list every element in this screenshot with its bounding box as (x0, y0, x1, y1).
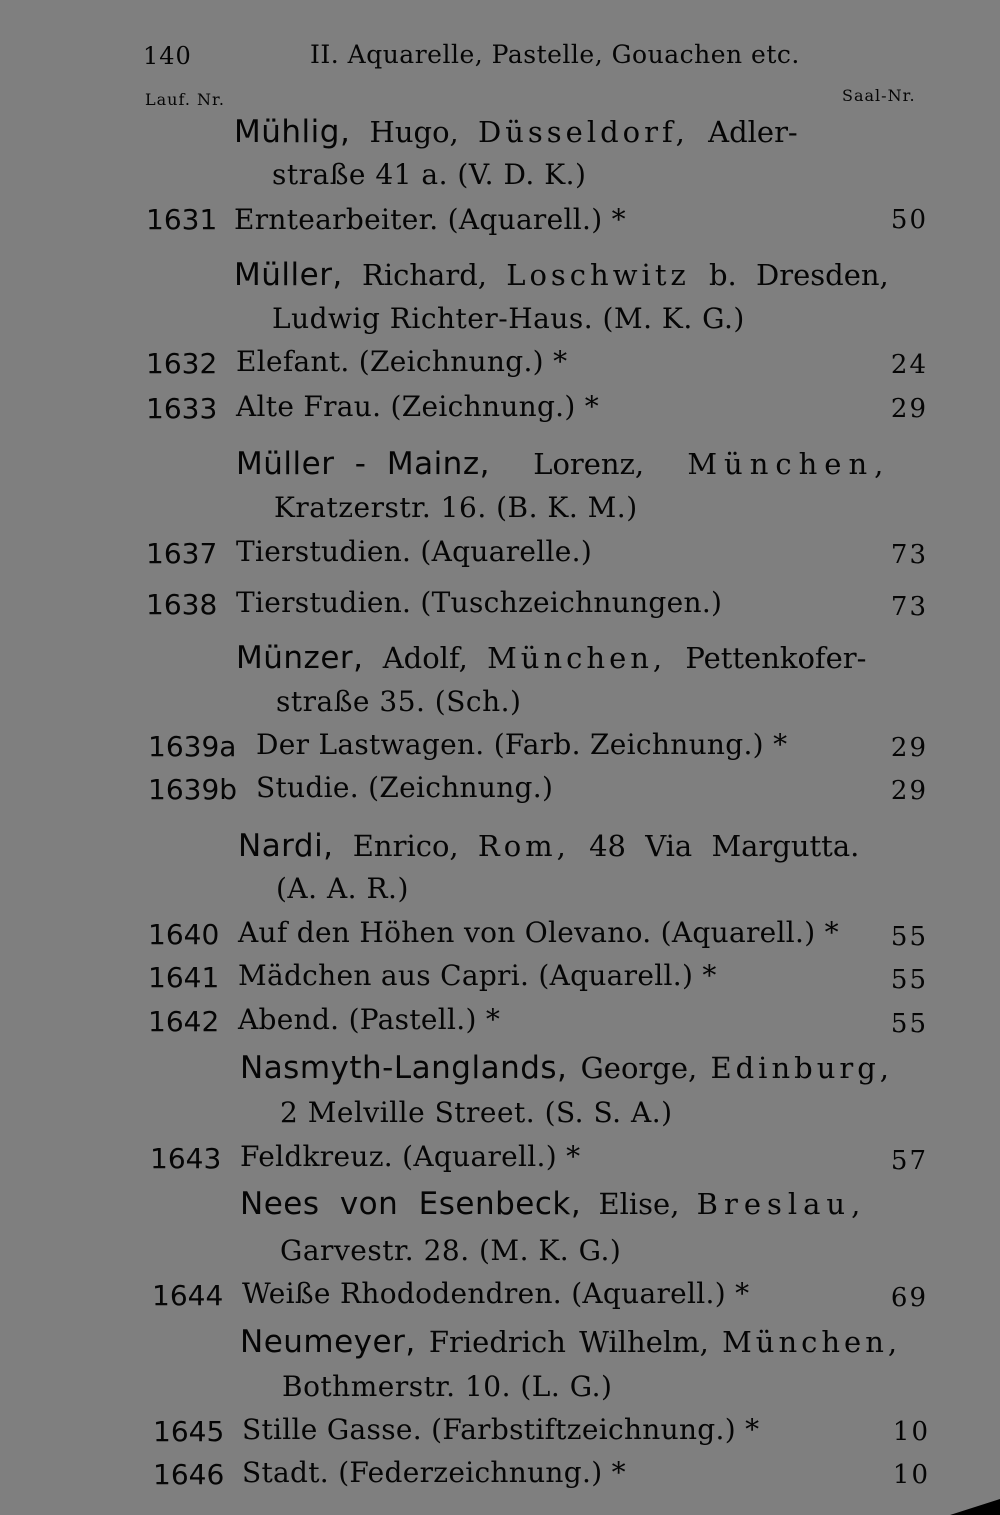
saal-number: 50 (890, 205, 928, 235)
artist-heading (236, 446, 890, 482)
work-number: 1643 (150, 1142, 222, 1175)
artist-first-name: George, (580, 1051, 698, 1085)
work-number: 1639a (148, 730, 237, 763)
artist-name: Nees von Esenbeck, (240, 1186, 582, 1222)
artist-address: 2 Melville Street. (S. S. A.) (280, 1096, 673, 1129)
artist-city: Breslau, (696, 1187, 867, 1221)
work-number: 1632 (146, 347, 218, 380)
artist-address: Ludwig Richter-Haus. (M. K. G.) (272, 302, 745, 335)
artist-street: Pettenkofer- (685, 641, 867, 675)
artist-heading (234, 257, 889, 293)
artist-name: Nardi, (238, 828, 334, 864)
artist-name: Münzer, (236, 640, 364, 676)
artist-heading (240, 1050, 893, 1086)
artist-heading (234, 114, 798, 150)
page-number: 140 (143, 42, 192, 70)
artist-heading (240, 1186, 866, 1222)
artist-address: (A. A. R.) (276, 872, 409, 905)
saal-number: 10 (892, 1417, 930, 1447)
work-number: 1639b (148, 773, 238, 806)
saal-number: 57 (890, 1146, 928, 1176)
work-title: Erntearbeiter. (Aquarell.) * (234, 203, 626, 236)
artist-address: Kratzerstr. 16. (B. K. M.) (274, 491, 638, 524)
artist-name: Mühlig, (234, 114, 351, 150)
artist-heading (236, 640, 866, 676)
artist-name: Nasmyth-Langlands, (240, 1050, 568, 1086)
work-title: Weiße Rhododendren. (Aquarell.) * (242, 1277, 750, 1310)
artist-first-name: Adolf, (382, 641, 468, 675)
artist-heading (240, 1324, 901, 1360)
saal-number: 55 (890, 1009, 928, 1039)
column-header-saal-nr: Saal-Nr. (842, 86, 916, 105)
work-number: 1640 (148, 918, 220, 951)
saal-number: 73 (890, 540, 928, 570)
artist-street: 48 Via Margutta. (589, 829, 860, 863)
artist-street: Adler- (708, 115, 798, 149)
artist-street: b. Dresden, (708, 258, 889, 292)
artist-heading (238, 828, 859, 864)
work-title: Feldkreuz. (Aquarell.) * (240, 1140, 581, 1173)
artist-first-name: Elise, (598, 1187, 680, 1221)
artist-name: Müller, (234, 257, 343, 293)
artist-city: München, (722, 1325, 902, 1359)
saal-number: 29 (890, 776, 928, 806)
work-number: 1645 (153, 1415, 225, 1448)
artist-name: Müller - Mainz, (236, 446, 490, 482)
work-number: 1633 (146, 392, 218, 425)
artist-city: Loschwitz (506, 258, 690, 292)
saal-number: 55 (890, 965, 928, 995)
artist-city: Düsseldorf, (477, 115, 689, 149)
work-title: Mädchen aus Capri. (Aquarell.) * (238, 959, 717, 992)
work-number: 1641 (148, 961, 220, 994)
saal-number: 55 (890, 922, 928, 952)
artist-city: Rom, (477, 829, 570, 863)
work-title: Elefant. (Zeichnung.) * (236, 345, 568, 378)
work-number: 1642 (148, 1005, 220, 1038)
artist-city: Edinburg, (710, 1051, 894, 1085)
artist-name: Neumeyer, (240, 1324, 416, 1360)
artist-first-name: Richard, (362, 258, 487, 292)
work-number: 1637 (146, 537, 218, 570)
work-title: Auf den Höhen von Olevano. (Aquarell.) * (238, 916, 839, 949)
artist-city: München, (687, 447, 891, 481)
work-title: Tierstudien. (Aquarelle.) (236, 535, 593, 568)
artist-first-name: Hugo, (369, 115, 459, 149)
work-title: Alte Frau. (Zeichnung.) * (236, 390, 600, 423)
saal-number: 29 (890, 733, 928, 763)
work-number: 1646 (153, 1458, 225, 1491)
column-header-lauf-nr: Lauf. Nr. (145, 90, 225, 109)
artist-address: Garvestr. 28. (M. K. G.) (280, 1234, 622, 1267)
saal-number: 73 (890, 592, 928, 622)
work-title: Stadt. (Federzeichnung.) * (242, 1456, 626, 1489)
work-title: Abend. (Pastell.) * (238, 1003, 501, 1036)
artist-city: München, (487, 641, 667, 675)
running-title: II. Aquarelle, Pastelle, Gouachen etc. (310, 40, 800, 69)
work-title: Tierstudien. (Tuschzeichnungen.) (236, 586, 723, 619)
page-edge-shadow (950, 1499, 1000, 1515)
artist-address: straße 41 a. (V. D. K.) (272, 158, 587, 191)
saal-number: 29 (890, 394, 928, 424)
work-title: Der Lastwagen. (Farb. Zeichnung.) * (256, 728, 788, 761)
artist-address: Bothmerstr. 10. (L. G.) (282, 1370, 613, 1403)
work-number: 1644 (152, 1279, 224, 1312)
work-number: 1631 (146, 203, 218, 236)
saal-number: 10 (892, 1460, 930, 1490)
work-title: Studie. (Zeichnung.) (256, 771, 554, 804)
saal-number: 69 (890, 1283, 928, 1313)
artist-first-name: Lorenz, (533, 447, 645, 481)
artist-first-name: Friedrich Wilhelm, (428, 1325, 709, 1359)
work-number: 1638 (146, 588, 218, 621)
artist-first-name: Enrico, (352, 829, 459, 863)
work-title: Stille Gasse. (Farbstiftzeichnung.) * (242, 1413, 760, 1446)
artist-address: straße 35. (Sch.) (276, 685, 522, 718)
saal-number: 24 (890, 350, 928, 380)
